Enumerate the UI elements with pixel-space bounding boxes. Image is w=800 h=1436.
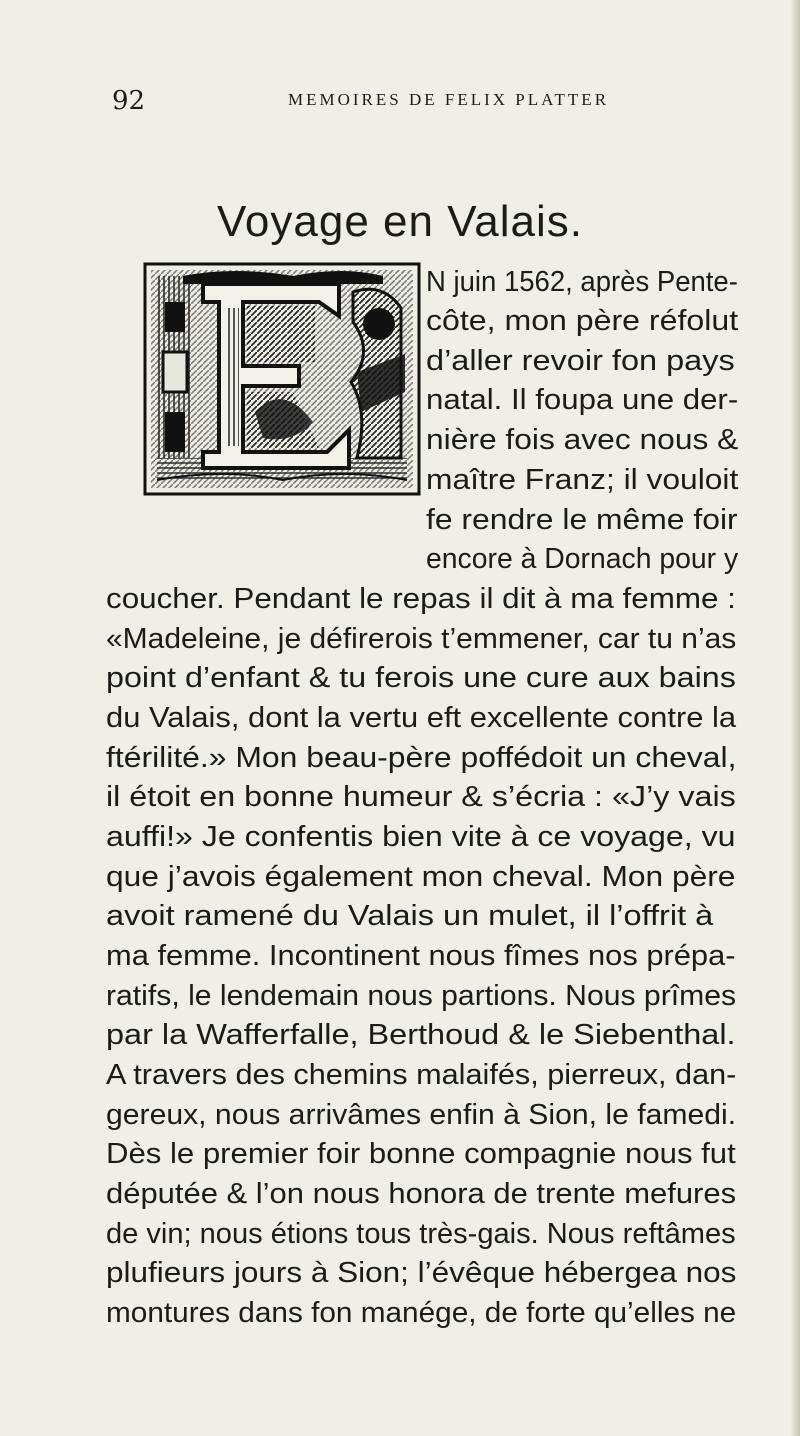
text-line: «Madeleine, je défirerois t’emmener, car tu n’as bbox=[106, 623, 737, 655]
text-line: nière fois avec nous & bbox=[426, 424, 739, 456]
text-line: natal. Il foupa une der- bbox=[426, 384, 739, 416]
text-line: auffi!» Je confentis bien vite à ce voyage, vu bbox=[106, 821, 736, 853]
text-line: d’aller revoir fon pays bbox=[426, 345, 735, 377]
text-line: point d’enfant & tu ferois une cure aux bains bbox=[106, 662, 736, 694]
text-line: maître Franz; il vouloit bbox=[426, 464, 739, 496]
text-line: députée & l’on nous honora de trente mefures bbox=[106, 1178, 737, 1210]
text-line: A travers des chemins malaifés, pierreux, dan- bbox=[106, 1059, 737, 1091]
text-line: côte, mon père réfolut bbox=[426, 305, 739, 337]
running-head: MEMOIRES DE FELIX PLATTER bbox=[288, 90, 610, 109]
chapter-title: Voyage en Valais. bbox=[217, 197, 583, 247]
text-line: ratifs, le lendemain nous partions. Nous prîmes bbox=[106, 980, 737, 1012]
text-line: ma femme. Incontinent nous fîmes nos prépa- bbox=[106, 940, 736, 972]
text-line: avoit ramené du Valais un mulet, il l’offrit à bbox=[106, 900, 714, 932]
text-line: il étoit en bonne humeur & s’écria : «J’y vais bbox=[106, 781, 736, 813]
text-line: plufieurs jours à Sion; l’évêque hébergea nos bbox=[106, 1257, 737, 1289]
text-line: N juin 1562, après Pente- bbox=[426, 266, 738, 298]
text-line: coucher. Pendant le repas il dit à ma femme : bbox=[106, 583, 736, 615]
text-line: fe rendre le même foir bbox=[426, 504, 738, 536]
text-line: encore à Dornach pour y bbox=[426, 543, 739, 575]
page-number: 92 bbox=[112, 86, 146, 116]
text-line: du Valais, dont la vertu eft excellente contre la bbox=[106, 702, 737, 734]
text-line: ftérilité.» Mon beau-père poffédoit un cheval, bbox=[106, 742, 737, 774]
text-line: que j’avois également mon cheval. Mon père bbox=[106, 861, 736, 893]
text-line: Dès le premier foir bonne compagnie nous fut bbox=[106, 1138, 736, 1170]
text-line: gereux, nous arrivâmes enfin à Sion, le famedi. bbox=[106, 1099, 737, 1131]
text-line: montures dans fon manége, de forte qu’elles ne bbox=[106, 1297, 737, 1329]
text-line: par la Wafferfalle, Berthoud & le Siebenthal. bbox=[106, 1019, 736, 1051]
text-line: de vin; nous étions tous très-gais. Nous reftâmes bbox=[106, 1218, 736, 1250]
